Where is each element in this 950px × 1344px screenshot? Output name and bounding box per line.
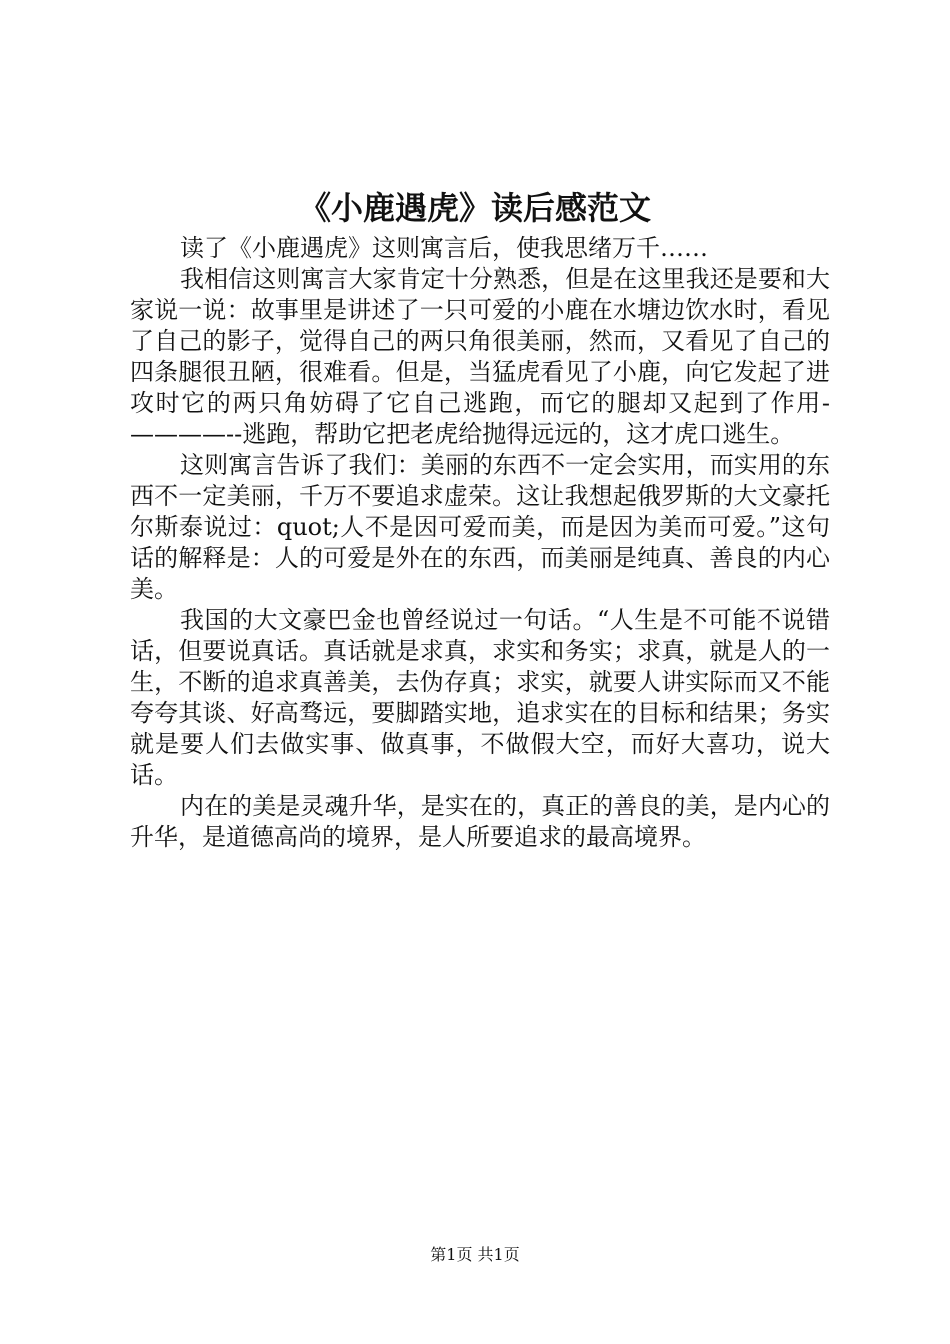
document-body — [130, 233, 830, 853]
page-number-footer: 第1页 共1页 — [430, 1245, 520, 1264]
paragraph-2: 我相信这则寓言大家肯定十分熟悉，但是在这里我还是要和大家说一说：故事里是讲述了一只可爱的小鹿在水塘边饮水时，看见了自己的影子，觉得自己的两只角很美丽，然而，又看见了自己的四条腿很丑陋，很难看。但是，当猛虎看见了小鹿，向它发起了进攻时它的两只角妨碍了它自己逃跑，而它的腿却又起到了作用-————--逃跑，帮助它把老虎给抛得远远的，这才虎口逃生。 — [130, 265, 830, 448]
paragraph-4: 我国的大文豪巴金也曾经说过一句话。“人生是不可能不说错话，但要说真话。真话就是求真，求实和务实；求真，就是人的一生，不断的追求真善美，去伪存真；求实，就要人讲实际而又不能夸夸其谈、好高骛远，要脚踏实地，追求实在的目标和结果；务实就是要人们去做实事、做真事，不做假大空，而好大喜功，说大话。 — [130, 606, 830, 789]
paragraph-1: 读了《小鹿遇虎》这则寓言后，使我思绪万千…… — [180, 234, 708, 262]
document-title: 《小鹿遇虎》读后感范文 — [298, 189, 651, 227]
paragraph-3: 这则寓言告诉了我们：美丽的东西不一定会实用，而实用的东西不一定美丽，千万不要追求虚荣。这让我想起俄罗斯的大文豪托尔斯泰说过：quot;人不是因可爱而美，而是因为美而可爱。”这句话的解释是：人的可爱是外在的东西，而美丽是纯真、善良的内心美。 — [130, 451, 830, 603]
paragraph-5: 内在的美是灵魂升华，是实在的，真正的善良的美，是内心的升华，是道德高尚的境界，是人所要追求的最高境界。 — [130, 792, 830, 851]
